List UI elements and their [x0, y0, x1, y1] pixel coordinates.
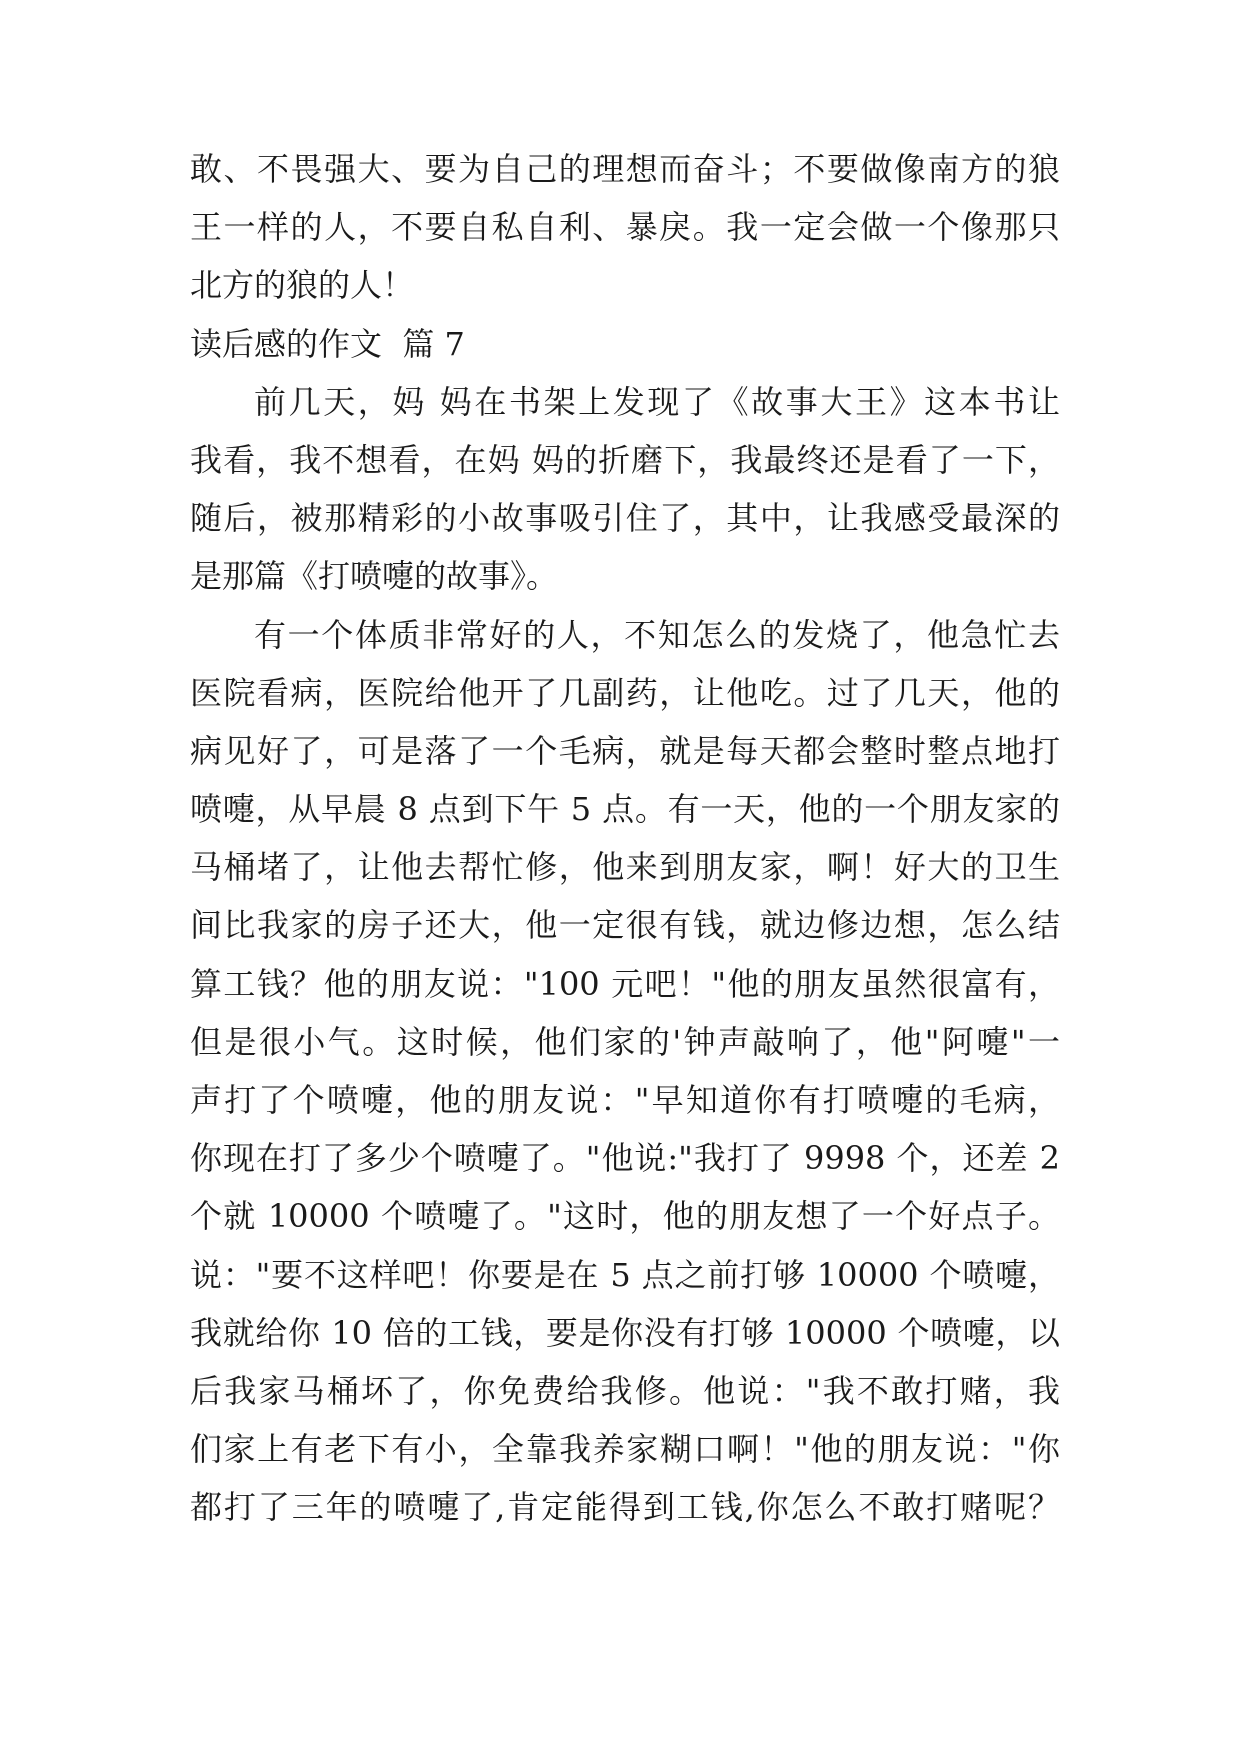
intro-paragraph — [190, 140, 1060, 315]
text-line: 随后，被那精彩的小故事吸引住了，其中，让我感受最深的 — [190, 499, 1060, 538]
paragraph-2 — [190, 606, 1060, 1537]
text-line: 病见好了，可是落了一个毛病，就是每天都会整时整点地打 — [190, 731, 1060, 770]
text-line: 间比我家的房子还大，他一定很有钱，就边修边想，怎么结 — [190, 906, 1060, 945]
text-line: 医院看病，医院给他开了几副药，让他吃。过了几天，他的 — [190, 673, 1060, 712]
text-line: 后我家马桶坏了，你免费给我修。他说："我不敢打赌，我 — [190, 1371, 1060, 1410]
text-line: 但是很小气。这时候，他们家的'钟声敲响了，他"阿嚏"一 — [190, 1022, 1060, 1061]
text-line: 前几天，妈 妈在书架上发现了《故事大王》这本书让 — [254, 382, 1060, 421]
text-line: 我看，我不想看，在妈 妈的折磨下，我最终还是看了一下， — [190, 440, 1060, 479]
text-line: 声打了个喷嚏，他的朋友说："早知道你有打喷嚏的毛病， — [190, 1081, 1060, 1119]
text-line: 马桶堵了，让他去帮忙修，他来到朋友家，啊！好大的卫生 — [190, 848, 1060, 887]
text-line: 北方的狼的人！ — [190, 266, 415, 305]
text-line: 我就给你 10 倍的工钱，要是你没有打够 10000 个喷嚏，以 — [190, 1313, 1060, 1352]
text-line: 你现在打了多少个喷嚏了。"他说:"我打了 9998 个，还差 2 — [190, 1139, 1060, 1178]
text-line: 王一样的人，不要自私自利、暴戾。我一定会做一个像那只 — [190, 208, 1060, 247]
text-line: 算工钱？他的朋友说："100 元吧！"他的朋友虽然很富有， — [190, 964, 1060, 1003]
text-line: 有一个体质非常好的人，不知怎么的发烧了，他急忙去 — [254, 615, 1060, 654]
paragraph-1 — [190, 373, 1060, 606]
section-heading: 读后感的作文 篇 7 — [190, 324, 465, 363]
document-page — [190, 140, 1060, 1537]
text-line: 说："要不这样吧！你要是在 5 点之前打够 10000 个喷嚏， — [190, 1255, 1060, 1294]
text-line: 敢、不畏强大、要为自己的理想而奋斗；不要做像南方的狼 — [190, 150, 1060, 188]
text-line: 喷嚏，从早晨 8 点到下午 5 点。有一天，他的一个朋友家的 — [190, 790, 1060, 829]
text-line: 个就 10000 个喷嚏了。"这时，他的朋友想了一个好点子。 — [190, 1197, 1060, 1236]
text-line: 是那篇《打喷嚏的故事》。 — [190, 557, 559, 596]
text-line: 们家上有老下有小，全靠我养家糊口啊！"他的朋友说："你 — [190, 1430, 1060, 1469]
text-line: 都打了三年的喷嚏了,肯定能得到工钱,你怎么不敢打赌呢？ — [190, 1488, 1060, 1527]
